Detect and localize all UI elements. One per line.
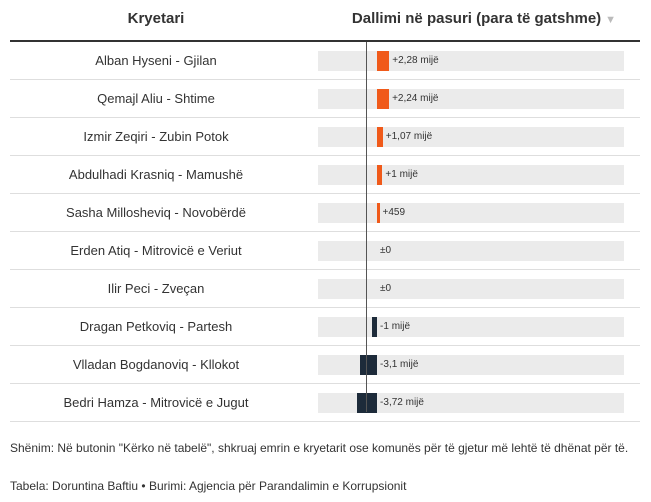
value-bar: [377, 165, 382, 185]
mayor-name: Sasha Millosheviq - Novobërdë: [66, 205, 246, 220]
bar-track: [318, 203, 624, 223]
value-label: ±0: [380, 283, 392, 294]
table-header: [10, 0, 640, 42]
value-label: -3,1 mijë: [380, 359, 419, 370]
table-body: [10, 42, 640, 422]
mayor-name: Dragan Petkoviq - Partesh: [79, 319, 233, 334]
value-label: +2,24 mijë: [392, 93, 439, 104]
value-label: +459: [382, 207, 406, 218]
table-row: [10, 232, 640, 270]
table-row: [10, 194, 640, 232]
column-header-value-label: Dallimi në pasuri (para të gatshme): [351, 10, 602, 27]
table-row: [10, 80, 640, 118]
mayor-name: Vlladan Bogdanoviq - Kllokot: [72, 357, 240, 372]
mayor-name: Abdulhadi Krasniq - Mamushë: [68, 167, 244, 182]
triangle-down-icon[interactable]: ▼: [605, 14, 617, 26]
mayor-name: Izmir Zeqiri - Zubin Potok: [83, 129, 229, 144]
value-label: -3,72 mijë: [380, 397, 424, 408]
bar-track: [318, 241, 624, 261]
bar-track: [318, 127, 624, 147]
footnote: Shënim: Në butonin "Kërko në tabelë", shkruaj emrin e kryetarit ose komunës për të gjetur më lehtë të dhënat për të.: [10, 441, 629, 455]
value-label: -1 mijë: [380, 321, 411, 332]
value-label: +1 mijë: [385, 169, 418, 180]
value-bar: [372, 317, 377, 337]
value-label: +2,28 mijë: [392, 55, 439, 66]
column-header-value[interactable]: [328, 10, 640, 27]
table-row: [10, 156, 640, 194]
value-label: ±0: [380, 245, 392, 256]
source-credit: Tabela: Doruntina Baftiu • Burimi: Agjencia për Parandalimin e Korrupsionit: [10, 479, 407, 493]
bar-track: [318, 165, 624, 185]
value-bar: [377, 89, 389, 109]
mayor-name: Erden Atiq - Mitrovicë e Veriut: [70, 243, 242, 258]
value-bar: [357, 393, 377, 413]
table-row: [10, 384, 640, 422]
bar-track: [318, 393, 624, 413]
table-row: [10, 42, 640, 80]
table-row: [10, 346, 640, 384]
value-bar: [377, 51, 389, 71]
mayor-name: Ilir Peci - Zveçan: [107, 281, 205, 296]
mayor-name: Bedri Hamza - Mitrovicë e Jugut: [63, 395, 249, 410]
table-row: [10, 308, 640, 346]
bar-track: [318, 317, 624, 337]
zero-axis-line: [366, 42, 367, 412]
table-row: [10, 118, 640, 156]
value-bar: [360, 355, 377, 375]
bar-track: [318, 355, 624, 375]
value-label: +1,07 mijë: [385, 131, 433, 142]
bar-track: [318, 51, 624, 71]
column-header-name[interactable]: Kryetari: [127, 10, 185, 27]
mayor-name: Alban Hyseni - Gjilan: [95, 53, 217, 68]
value-bar: [377, 127, 383, 147]
table-row: [10, 270, 640, 308]
mayor-name: Qemajl Aliu - Shtime: [97, 91, 215, 106]
bar-track: [318, 89, 624, 109]
bar-track: [318, 279, 624, 299]
value-bar: [377, 203, 379, 223]
